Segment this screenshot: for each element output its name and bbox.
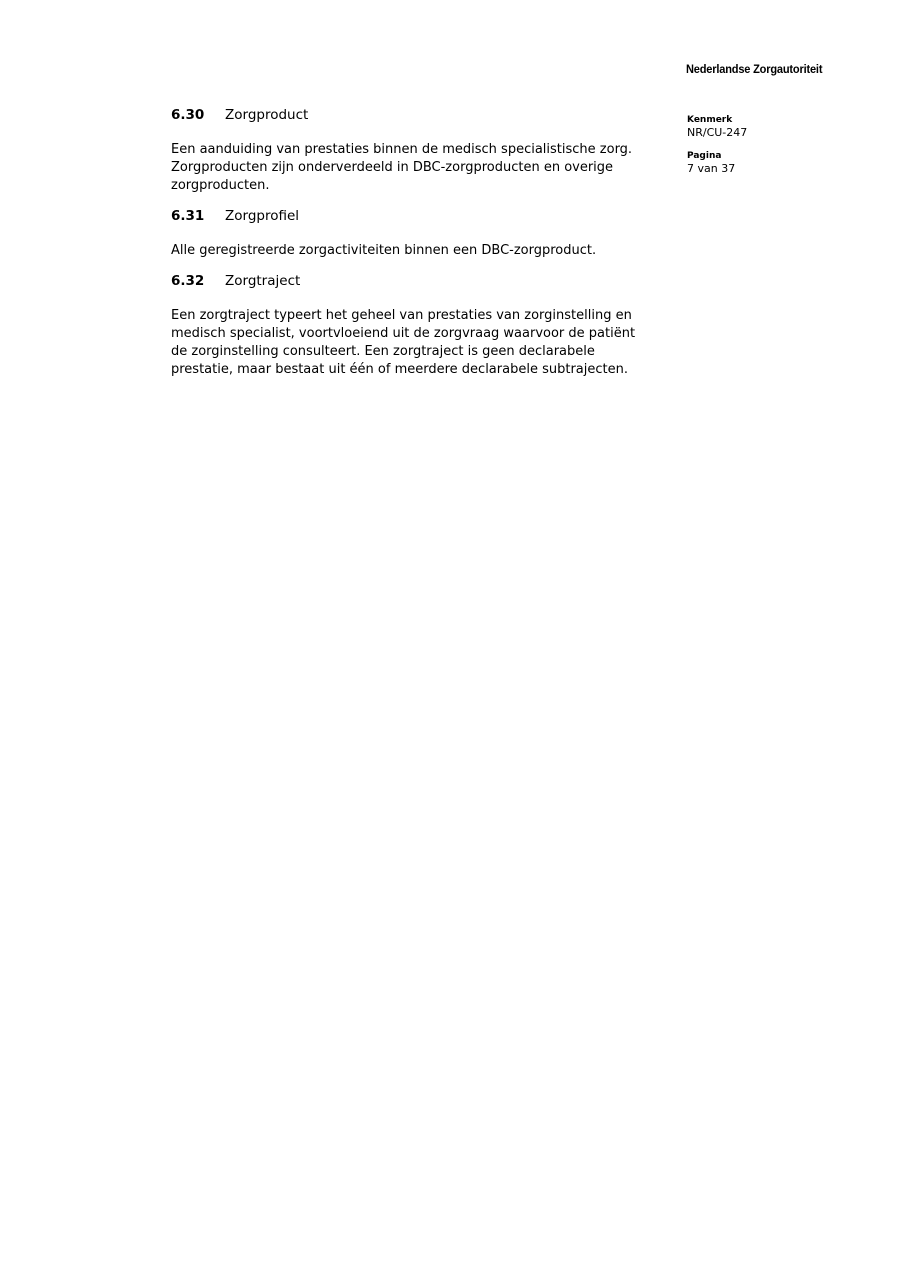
- section-number: 6.30: [171, 107, 205, 123]
- organization-name: Nederlandse Zorgautoriteit: [686, 62, 823, 76]
- section-number: 6.31: [171, 208, 205, 224]
- section-6-32: [171, 272, 666, 379]
- pagina-value: 7 van 37: [687, 162, 736, 175]
- section-paragraph: Een zorgtraject typeert het geheel van prestaties van zorginstelling en medisch specialist, voortvloeiend uit de zorgvraag waarvoor de patiënt de zorginstelling consulteert. Een zorgtraject is geen declarabele prestatie, maar bestaat uit één of meerdere declarabele subtrajecten.: [171, 308, 636, 377]
- section-title: Zorgprofiel: [225, 208, 300, 224]
- section-heading: [171, 207, 666, 225]
- section-paragraph: Een aanduiding van prestaties binnen de medisch specialistische zorg. Zorgproducten zijn onderverdeeld in DBC-zorgproducten en overige zorgproducten.: [171, 142, 633, 193]
- kenmerk-value: NR/CU-247: [687, 126, 748, 139]
- section-number: 6.32: [171, 273, 205, 289]
- kenmerk-label: Kenmerk: [687, 115, 733, 125]
- section-title: Zorgproduct: [225, 107, 309, 123]
- section-6-30: [171, 106, 666, 195]
- section-heading: [171, 106, 666, 124]
- section-title: Zorgtraject: [225, 273, 301, 289]
- document-body: [171, 106, 666, 391]
- section-paragraph: Alle geregistreerde zorgactiviteiten binnen een DBC-zorgproduct.: [171, 243, 597, 258]
- pagina-label: Pagina: [687, 151, 722, 161]
- section-heading: [171, 272, 666, 290]
- document-meta: [687, 114, 867, 186]
- section-6-31: [171, 207, 666, 260]
